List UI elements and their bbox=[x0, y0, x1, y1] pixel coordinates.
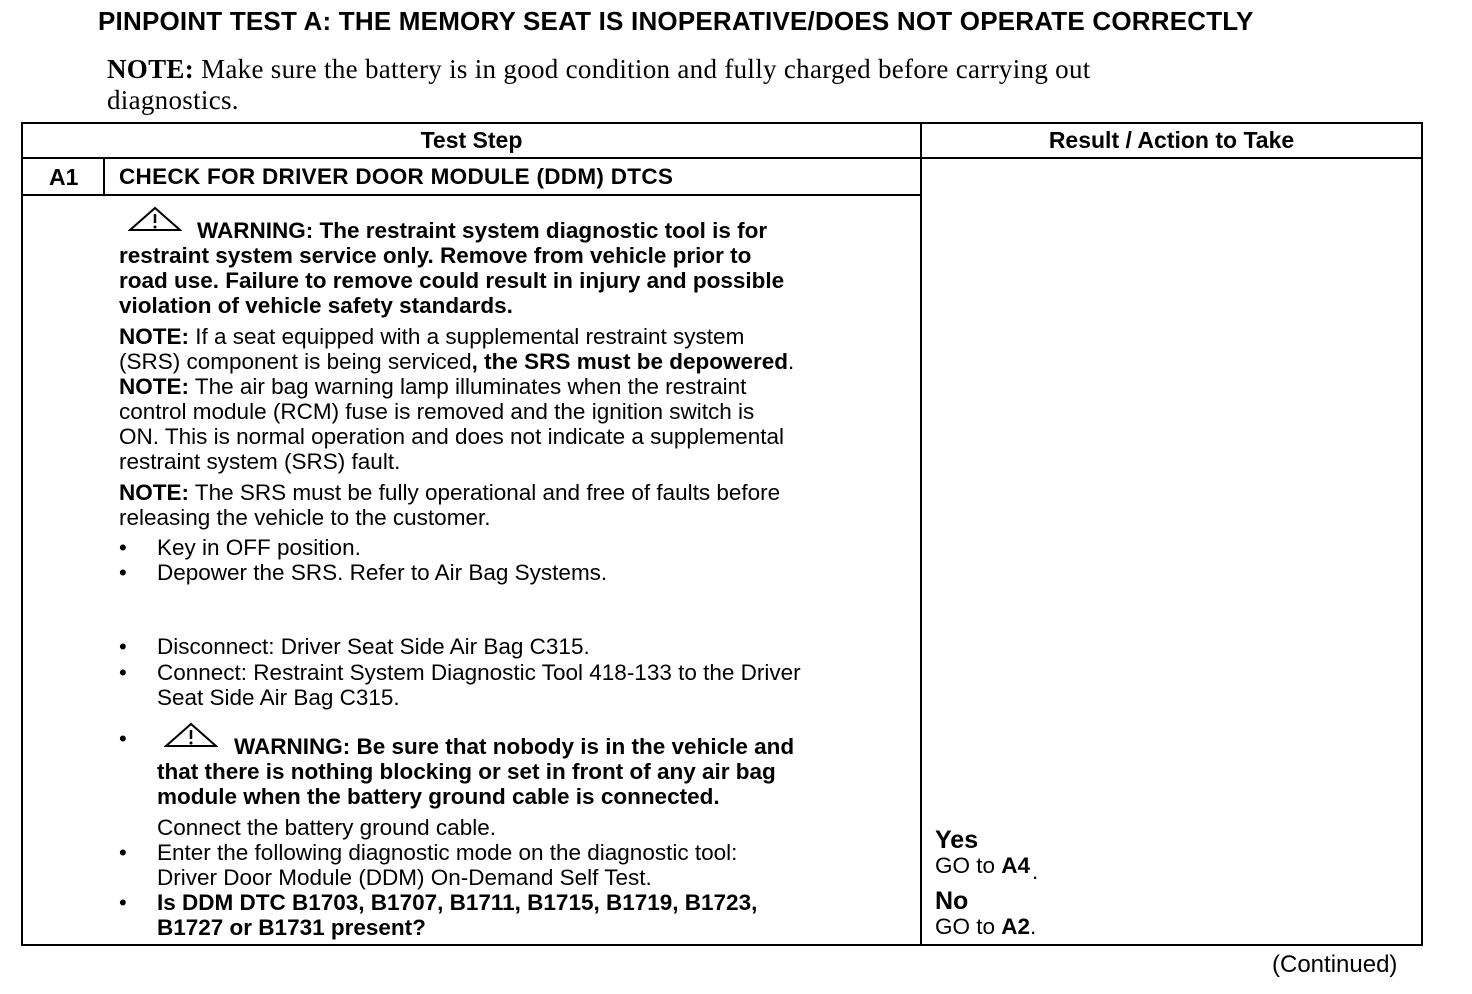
note-2-line-1: The air bag warning lamp illuminates when the restraint bbox=[194, 374, 747, 399]
result-yes-label: Yes bbox=[935, 826, 979, 854]
warning-1-line-2: restraint system service only. Remove from vehicle prior to bbox=[119, 243, 752, 268]
step-id: A1 bbox=[49, 164, 79, 190]
warning-1-label: WARNING: bbox=[197, 218, 314, 243]
result-no-action bbox=[935, 914, 1036, 939]
step-title: CHECK FOR DRIVER DOOR MODULE (DDM) DTCS bbox=[119, 164, 674, 189]
note-1-label: NOTE: bbox=[119, 324, 189, 349]
result-no-suffix: . bbox=[1030, 914, 1037, 939]
warning-1-line-1: The restraint system diagnostic tool is for bbox=[319, 218, 768, 243]
result-yes-action bbox=[935, 853, 1039, 884]
warning-1-line-4: violation of vehicle safety standards. bbox=[119, 293, 513, 318]
bullet-key-off: Key in OFF position. bbox=[157, 535, 361, 560]
result-no-label: No bbox=[935, 887, 969, 915]
bullet-connect-tool-line-1: Connect: Restraint System Diagnostic Tool 418-133 to the Driver bbox=[157, 660, 801, 685]
table-border-left bbox=[21, 122, 23, 946]
intro-note-text: Make sure the battery is in good condition and fully charged before carrying out bbox=[201, 54, 1091, 84]
bullet-marker: • bbox=[119, 535, 127, 560]
note-2-line-3: ON. This is normal operation and does not indicate a supplemental bbox=[119, 424, 784, 449]
step-title-divider bbox=[21, 194, 922, 196]
header-result-action: Result / Action to Take bbox=[1048, 127, 1295, 153]
bullet-marker: • bbox=[119, 726, 127, 751]
note-3 bbox=[119, 480, 780, 530]
bullet-connect-tool bbox=[157, 660, 801, 710]
bullet-diagnostic-mode-line-1: Enter the following diagnostic mode on the diagnostic tool: bbox=[157, 840, 738, 865]
warning-2-line-2: that there is nothing blocking or set in front of any air bag bbox=[157, 759, 776, 784]
note-3-line-2: releasing the vehicle to the customer. bbox=[119, 505, 491, 530]
intro-note bbox=[107, 54, 1267, 116]
note-1-line-1: If a seat equipped with a supplemental restraint system bbox=[195, 324, 745, 349]
note-1-period: . bbox=[787, 349, 795, 374]
note-1-depower-text: , the SRS must be depowered bbox=[471, 349, 788, 374]
continued-label: (Continued) bbox=[1272, 951, 1398, 978]
bullet-question-line-2: B1727 or B1731 present? bbox=[157, 915, 426, 940]
header-divider bbox=[21, 157, 1423, 159]
warning-2 bbox=[157, 734, 794, 809]
warning-1-line-3: road use. Failure to remove could result in injury and possible bbox=[119, 268, 785, 293]
column-divider bbox=[920, 122, 922, 946]
bullet-marker: • bbox=[119, 560, 127, 585]
bullet-depower-srs: Depower the SRS. Refer to Air Bag Systems. bbox=[157, 560, 608, 585]
bullet-question-line-1: Is DDM DTC B1703, B1707, B1711, B1715, B1719, B1723, bbox=[157, 890, 758, 915]
bullet-marker: • bbox=[119, 890, 127, 915]
result-yes-target: A4 bbox=[1001, 853, 1031, 878]
connect-battery-cable: Connect the battery ground cable. bbox=[157, 815, 496, 840]
result-yes-prefix: GO to bbox=[935, 853, 1002, 878]
warning-2-line-3: module when the battery ground cable is connected. bbox=[157, 784, 720, 809]
bullet-connect-tool-line-2: Seat Side Air Bag C315. bbox=[157, 685, 400, 710]
bullet-marker: • bbox=[119, 634, 127, 659]
result-yes-suffix: . bbox=[1032, 859, 1039, 884]
warning-1 bbox=[119, 218, 784, 318]
result-no-prefix: GO to bbox=[935, 914, 1002, 939]
bullet-question bbox=[157, 890, 757, 940]
table-border-bottom bbox=[21, 944, 1423, 946]
header-test-step: Test Step bbox=[420, 127, 523, 153]
bullet-disconnect: Disconnect: Driver Seat Side Air Bag C315. bbox=[157, 634, 590, 659]
note-2-label: NOTE: bbox=[119, 374, 189, 399]
table-border-right bbox=[1421, 122, 1423, 946]
warning-2-label: WARNING: bbox=[234, 734, 351, 759]
intro-note-text-2: diagnostics. bbox=[107, 85, 239, 115]
bullet-marker: • bbox=[119, 840, 127, 865]
note-3-label: NOTE: bbox=[119, 480, 189, 505]
page-title: PINPOINT TEST A: THE MEMORY SEAT IS INOPERATIVE/DOES NOT OPERATE CORRECTLY bbox=[98, 6, 1254, 36]
intro-note-label: NOTE: bbox=[107, 54, 195, 84]
table-border-top bbox=[21, 122, 1423, 124]
bullet-diagnostic-mode bbox=[157, 840, 737, 890]
bullet-diagnostic-mode-line-2: Driver Door Module (DDM) On-Demand Self Test. bbox=[157, 865, 652, 890]
note-1 bbox=[119, 324, 794, 474]
step-id-divider bbox=[103, 157, 105, 196]
note-1-line-2: (SRS) component is being serviced bbox=[119, 349, 472, 374]
note-2-line-2: control module (RCM) fuse is removed and the ignition switch is bbox=[119, 399, 755, 424]
bullet-marker: • bbox=[119, 660, 127, 685]
warning-2-line-1: Be sure that nobody is in the vehicle and bbox=[356, 734, 795, 759]
note-2-line-4: restraint system (SRS) fault. bbox=[119, 449, 401, 474]
result-no-target: A2 bbox=[1001, 914, 1031, 939]
note-3-line-1: The SRS must be fully operational and free of faults before bbox=[194, 480, 781, 505]
